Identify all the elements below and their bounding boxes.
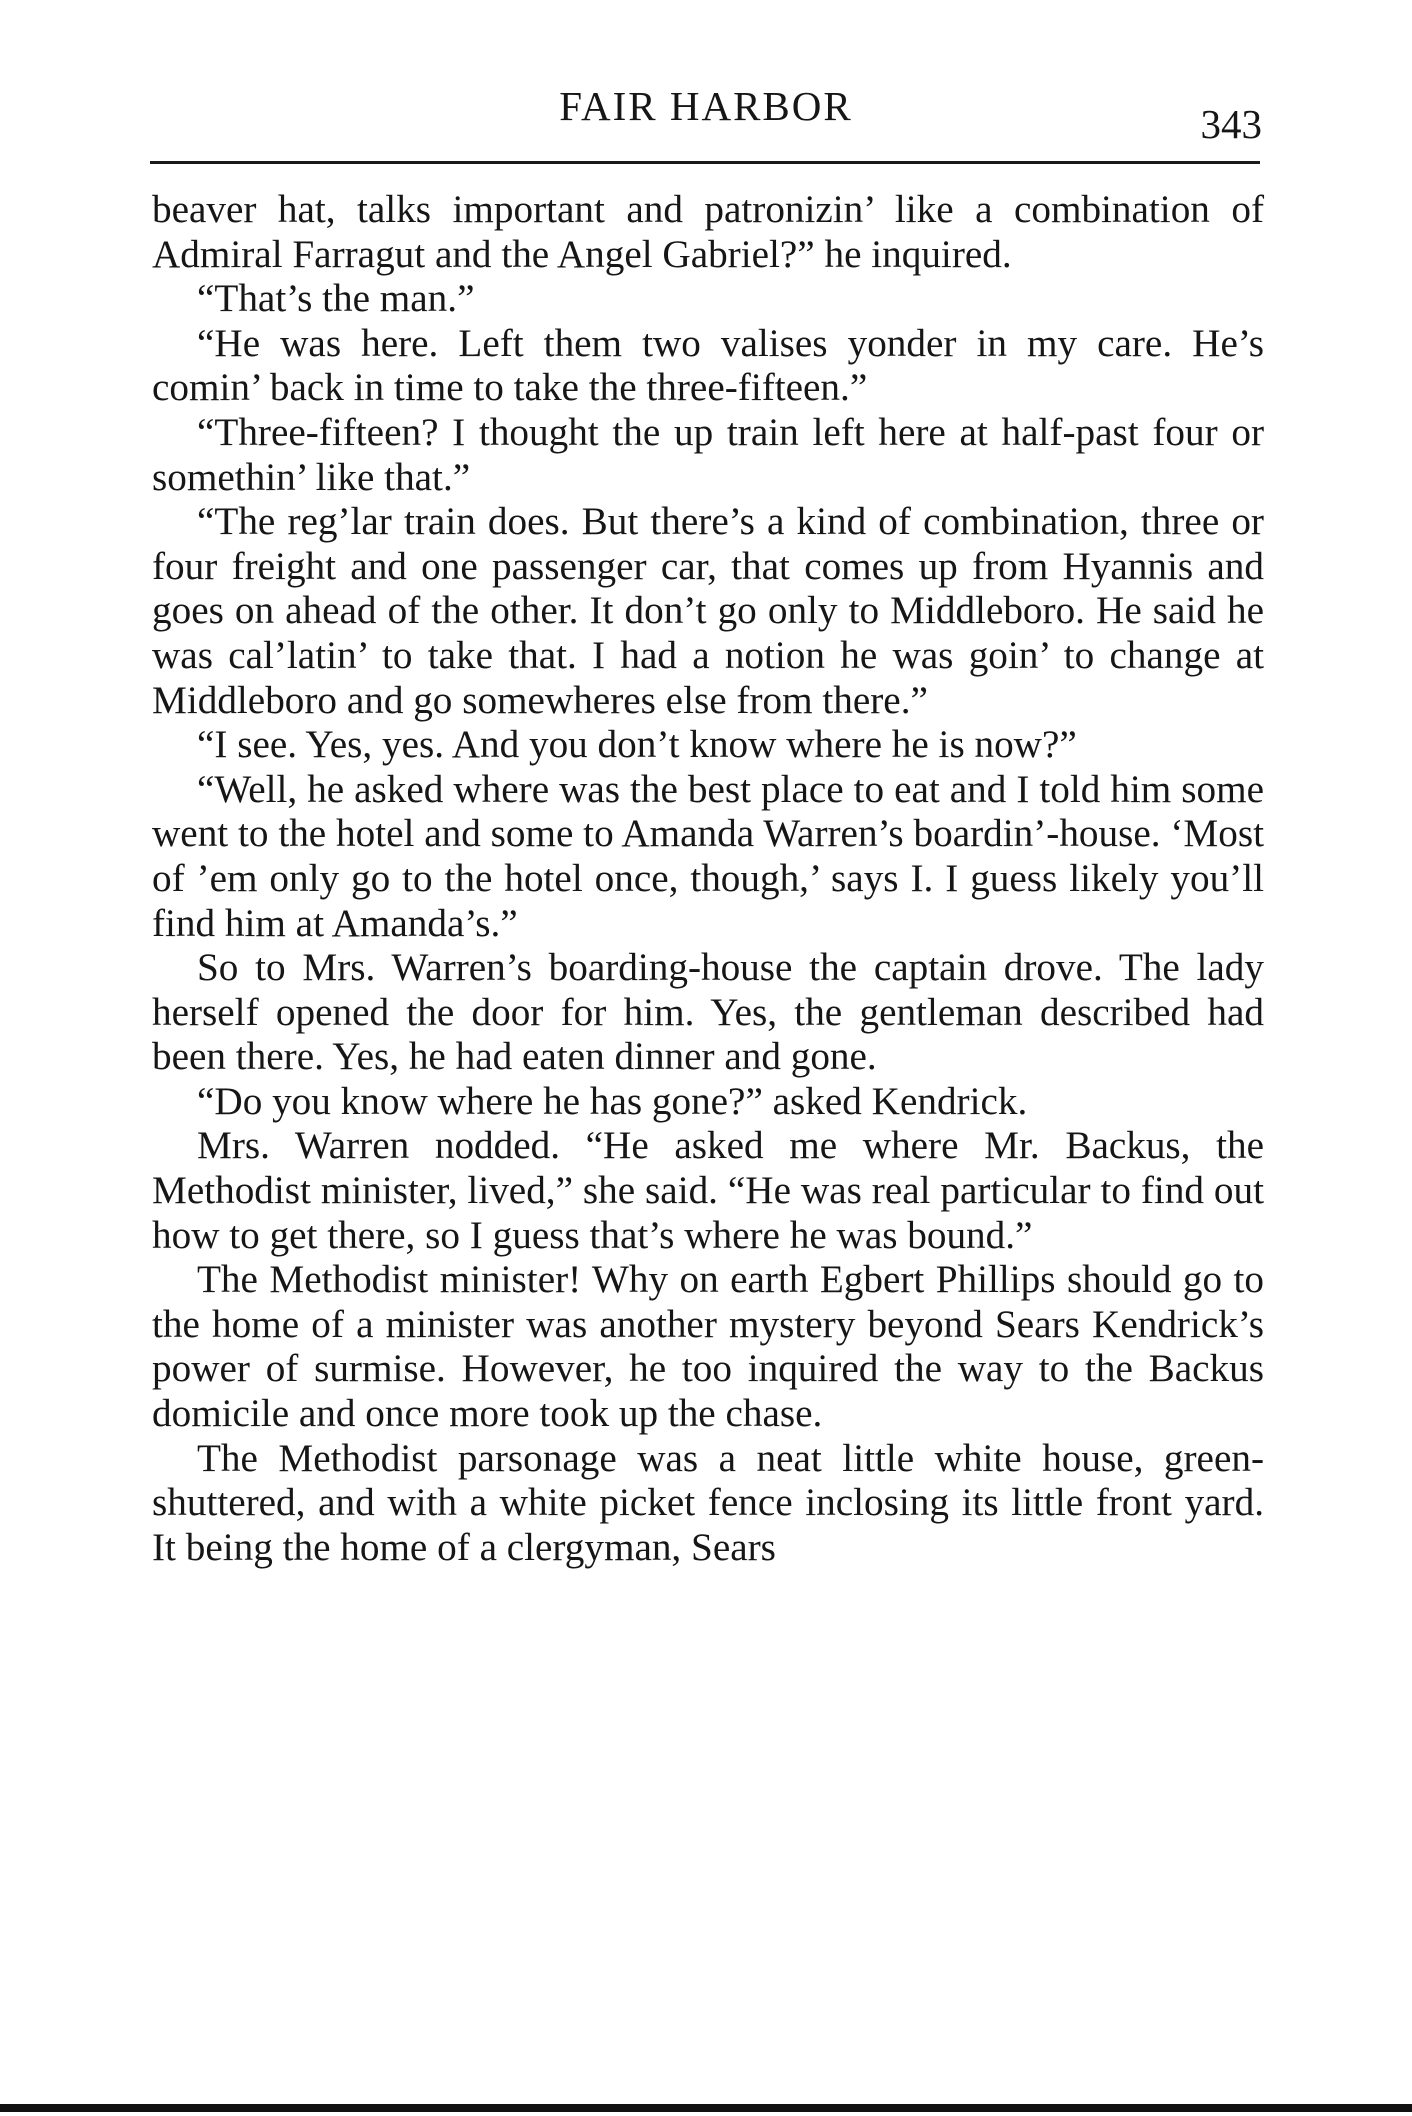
paragraph: “Three-fifteen? I thought the up train left here at half-past four or somethin’ like that.” <box>152 410 1264 499</box>
paragraph: “Well, he asked where was the best place to eat and I told him some went to the hotel and some to Amanda Warren’s boardin’-house. ‘Most of ’em only go to the hotel once, though,’ says I. I guess likely you’ll find him at Amanda’s.” <box>152 767 1264 945</box>
running-head <box>150 82 1262 147</box>
paragraph: Mrs. Warren nodded. “He asked me where Mr. Backus, the Methodist minister, lived,” she said. “He was real particular to find out how to get there, so I guess that’s where he was bound.” <box>152 1124 1264 1257</box>
paragraph: “That’s the man.” <box>197 277 475 321</box>
scan-edge-bar <box>0 2104 1412 2112</box>
paragraph: beaver hat, talks important and patronizin’ like a combination of Admiral Farragut and the Angel Gabriel?” he inquired. <box>152 188 1264 276</box>
paragraph: “The reg’lar train does. But there’s a kind of combination, three or four freight and one passenger car, that comes up from Hyannis and goes on ahead of the other. It don’t go only to Middleboro. He said he was cal’latin’ to take that. I had a notion he was goin’ to change at Middleboro and go somewheres else from there.” <box>152 500 1264 722</box>
paragraph: So to Mrs. Warren’s boarding-house the captain drove. The lady herself opened the door for him. Yes, the gentleman described had been there. Yes, he had eaten dinner and gone. <box>152 946 1264 1079</box>
paragraph: “I see. Yes, yes. And you don’t know where he is now?” <box>197 723 1077 767</box>
header-rule <box>150 161 1260 164</box>
page-number: 343 <box>1200 101 1262 147</box>
body-text <box>152 188 1264 1570</box>
running-title: FAIR HARBOR <box>559 83 853 129</box>
paragraph: The Methodist parsonage was a neat little white house, green-shuttered, and with a white picket fence inclosing its little front yard. It being the home of a clergyman, Sears <box>152 1436 1264 1569</box>
paragraph: The Methodist minister! Why on earth Egbert Phillips should go to the home of a minister was another mystery beyond Sears Kendrick’s power of surmise. However, he too inquired the way to the Backus domicile and once more took up the chase. <box>152 1258 1264 1436</box>
paragraph: “Do you know where he has gone?” asked Kendrick. <box>197 1079 1028 1123</box>
paragraph: “He was here. Left them two valises yonder in my care. He’s comin’ back in time to take the three-fifteen.” <box>152 321 1264 410</box>
